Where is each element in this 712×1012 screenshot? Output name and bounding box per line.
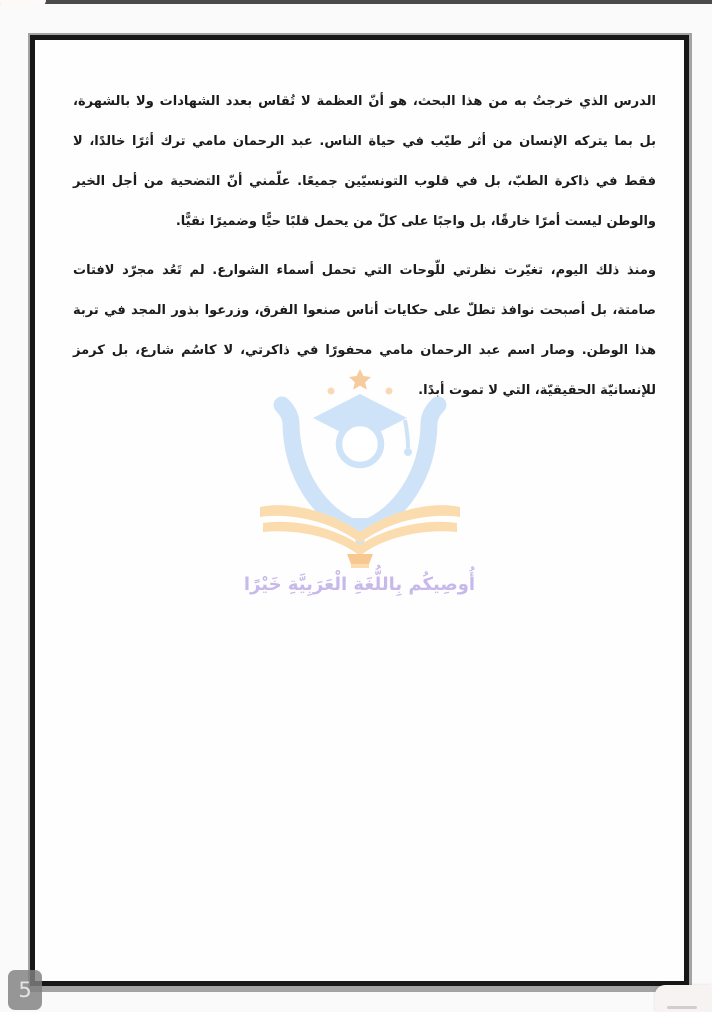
paragraph-lesson-learned: الدرس الذي خرجتُ به من هذا البحث، هو أنّ العظمة لا تُقاس بعدد الشهادات ولا بالشهرة، بل بما يتركه الإنسان من أثر طيّب في حياة الناس. عبد الرحمان مامي ترك أثرًا خالدًا، لا فقط في ذاكرة الطبّ، بل في قلوب التونسيّين جميعًا. علّمني أنّ التضحية من أجل الخير والوطن ليست أمرًا خارقًا، بل واجبًا على كلّ من يحمل قلبًا حيًّا وضميرًا نقيًّا. bbox=[73, 94, 656, 229]
page-number-badge: 5 bbox=[8, 970, 42, 1010]
watermark-caption: أُوصِيكُم بِاللُّغَةِ الْعَرَبِيَّةِ خَيْرًا bbox=[243, 574, 476, 595]
document-page bbox=[30, 35, 689, 986]
previous-page-edge bbox=[0, 0, 712, 4]
paragraph-street-signs: ومنذ ذلك اليوم، تغيّرت نظرتي للّوحات التي تحمل أسماء الشوارع. لم تَعُد مجرّد لافتات صامتة، بل أصبحت نوافذ تطلّ على حكايات أناس صنعوا الفرق، وزرعوا بذور المجد في تربة هذا الوطن. وصار اسم عبد الرحمان مامي محفورًا في ذاكرتي، لا كاسُم شارع، بل كرمز للإنسانيّة الحقيقيّة، التي لا تموت أبدًا. bbox=[73, 263, 656, 398]
corner-overlay-dash bbox=[667, 1006, 697, 1009]
page-text-area bbox=[35, 40, 684, 981]
page-corner-notch bbox=[0, 0, 46, 7]
corner-overlay-button[interactable] bbox=[655, 985, 712, 1012]
document-page-frame bbox=[28, 33, 692, 992]
